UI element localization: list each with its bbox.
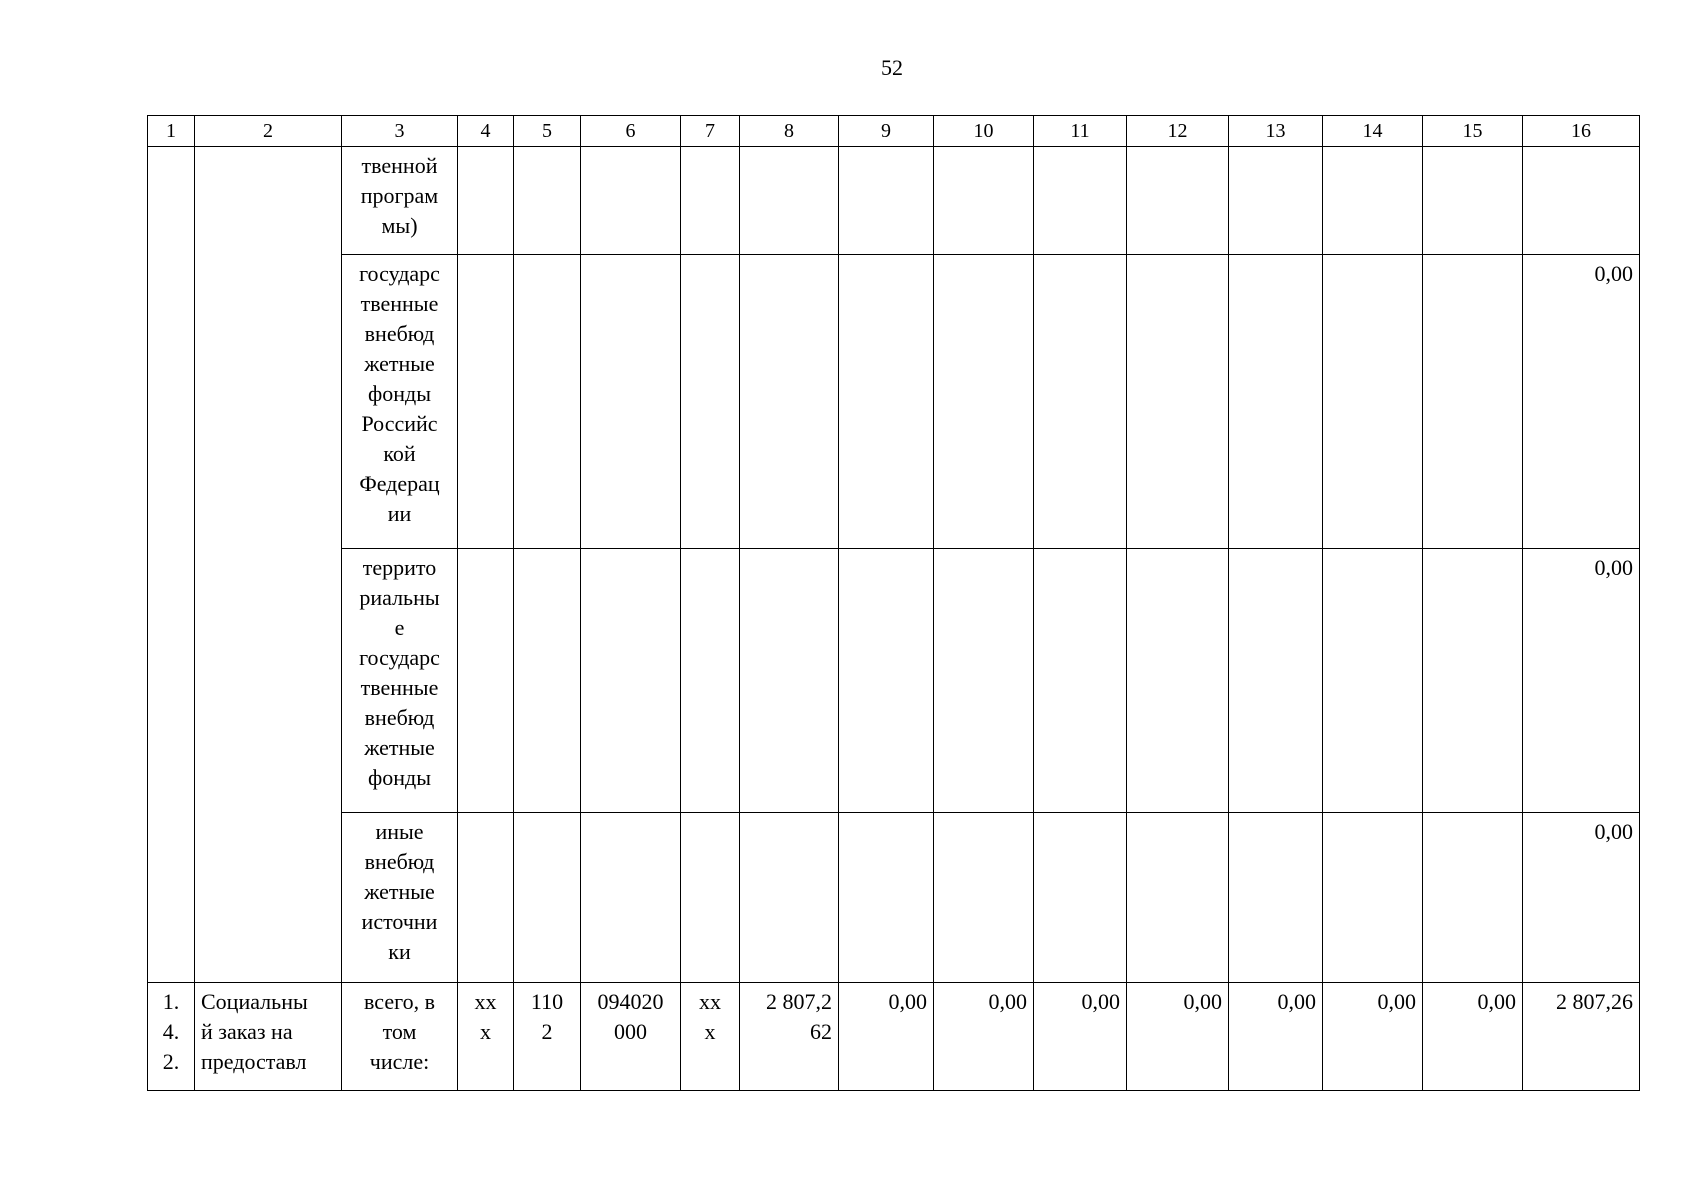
table-cell [458, 147, 514, 255]
table-cell [581, 549, 681, 813]
header-cell-10: 10 [934, 116, 1034, 147]
amount-cell: 0,00 [1423, 983, 1523, 1091]
amount-cell: 0,00 [1127, 983, 1229, 1091]
funding-source-cell [342, 255, 458, 549]
cell-line: твенные [360, 675, 439, 700]
funding-source-cell [342, 549, 458, 813]
table-cell [1423, 147, 1523, 255]
amount-cell: 0,00 [1229, 983, 1323, 1091]
table-cell [581, 255, 681, 549]
header-cell-6: 6 [581, 116, 681, 147]
code-cell [514, 983, 581, 1091]
table-cell [1323, 549, 1423, 813]
cell-line: ии [387, 501, 412, 526]
table-cell [514, 255, 581, 549]
table-cell [581, 813, 681, 983]
table-cell [1323, 813, 1423, 983]
cell-line: всего, в [364, 989, 435, 1014]
table-cell [740, 813, 839, 983]
header-cell-7: 7 [681, 116, 740, 147]
cell-line: Федерац [359, 471, 440, 496]
table-cell [458, 549, 514, 813]
cell-line: 4. [162, 1019, 180, 1044]
cell-line: 1. [162, 989, 180, 1014]
table-cell [1127, 255, 1229, 549]
table-cell [458, 813, 514, 983]
table-cell [514, 549, 581, 813]
table-row [148, 813, 1640, 983]
header-cell-8: 8 [740, 116, 839, 147]
table-cell [1034, 147, 1127, 255]
code-cell [681, 983, 740, 1091]
cell-line: Российс [361, 411, 438, 436]
header-cell-15: 15 [1423, 116, 1523, 147]
cell-line: мы) [381, 213, 418, 238]
table-cell [458, 255, 514, 549]
total-cell: 0,00 [1523, 549, 1640, 813]
table-cell [1229, 549, 1323, 813]
table-cell [1423, 549, 1523, 813]
row-number-cell [148, 983, 195, 1091]
cell-line: е [394, 615, 405, 640]
table-cell [934, 255, 1034, 549]
code-cell [581, 983, 681, 1091]
table-cell [681, 147, 740, 255]
header-cell-12: 12 [1127, 116, 1229, 147]
table-cell [1229, 147, 1323, 255]
table-cell [1423, 255, 1523, 549]
table-row [148, 255, 1640, 549]
cell-line: й заказ на [201, 1019, 293, 1044]
table-cell [1034, 813, 1127, 983]
table-cell [839, 813, 934, 983]
cell-line: предоставл [201, 1049, 307, 1074]
cell-line: хх [699, 989, 721, 1014]
cell-line: жетные [364, 879, 435, 904]
cell-line: х [480, 1019, 491, 1044]
table-cell [1127, 549, 1229, 813]
table-cell [1423, 813, 1523, 983]
table-cell [681, 813, 740, 983]
row-name-cell-merged [195, 147, 342, 983]
table-cell [514, 813, 581, 983]
funding-source-cell [342, 147, 458, 255]
table-cell [514, 147, 581, 255]
cell-line: твенной [361, 153, 438, 178]
cell-line: програм [360, 183, 439, 208]
cell-line: твенные [360, 291, 439, 316]
header-cell-14: 14 [1323, 116, 1423, 147]
amount-cell: 0,00 [839, 983, 934, 1091]
table-cell [1323, 147, 1423, 255]
cell-line: кой [383, 441, 416, 466]
cell-line: жетные [364, 735, 435, 760]
cell-line: 110 [530, 989, 564, 1014]
table-cell [1034, 255, 1127, 549]
table-cell [1229, 255, 1323, 549]
cell-line: х [704, 1019, 716, 1044]
cell-line: риальны [359, 585, 440, 610]
table-cell [581, 147, 681, 255]
table-cell [839, 255, 934, 549]
header-cell-16: 16 [1523, 116, 1640, 147]
table-cell [1323, 255, 1423, 549]
table-row [148, 983, 1640, 1091]
table-cell [1127, 813, 1229, 983]
cell-line: иные [375, 819, 424, 844]
cell-line: 094020 [597, 989, 664, 1014]
table-cell [1229, 813, 1323, 983]
row-name-cell [195, 983, 342, 1091]
table-cell [934, 147, 1034, 255]
header-cell-2: 2 [195, 116, 342, 147]
cell-line: террито [362, 555, 437, 580]
cell-line: источни [361, 909, 438, 934]
table-cell [740, 549, 839, 813]
code-cell [458, 983, 514, 1091]
cell-line: Социальны [201, 989, 308, 1014]
cell-line: фонды [367, 765, 431, 790]
header-cell-3: 3 [342, 116, 458, 147]
table-row [148, 147, 1640, 255]
page-number: 52 [881, 55, 903, 80]
cell-line: 2. [162, 1049, 180, 1074]
cell-line: внебюд [364, 705, 435, 730]
header-cell-5: 5 [514, 116, 581, 147]
table-cell [934, 813, 1034, 983]
cell-line: 62 [810, 1019, 832, 1044]
amount-cell: 0,00 [1034, 983, 1127, 1091]
table-cell [740, 147, 839, 255]
table-cell [839, 147, 934, 255]
cell-line: жетные [364, 351, 435, 376]
funding-source-cell [342, 983, 458, 1091]
table-cell [1127, 147, 1229, 255]
total-cell: 0,00 [1523, 255, 1640, 549]
header-cell-13: 13 [1229, 116, 1323, 147]
cell-line: 2 [541, 1019, 553, 1044]
cell-line: 000 [614, 1019, 647, 1044]
cell-line: внебюд [364, 849, 435, 874]
header-cell-4: 4 [458, 116, 514, 147]
table-cell [740, 255, 839, 549]
budget-table [147, 115, 1640, 1091]
total-cell [1523, 147, 1640, 255]
cell-line: том [382, 1019, 417, 1044]
cell-line: внебюд [364, 321, 435, 346]
cell-line: государс [359, 645, 440, 670]
header-cell-11: 11 [1034, 116, 1127, 147]
cell-line: фонды [367, 381, 431, 406]
column-number-row [148, 116, 1640, 147]
table-cell [681, 549, 740, 813]
cell-line: ки [388, 939, 411, 964]
amount-cell: 0,00 [1323, 983, 1423, 1091]
table-cell [681, 255, 740, 549]
table-cell [934, 549, 1034, 813]
total-cell: 0,00 [1523, 813, 1640, 983]
row-number-cell-merged [148, 147, 195, 983]
total-cell: 2 807,26 [1523, 983, 1640, 1091]
table-row [148, 549, 1640, 813]
amount-cell: 0,00 [934, 983, 1034, 1091]
header-cell-1: 1 [148, 116, 195, 147]
amount-cell [740, 983, 839, 1091]
cell-line: 2 807,2 [766, 989, 832, 1014]
cell-line: хх [474, 989, 497, 1014]
cell-line: числе: [369, 1049, 430, 1074]
header-cell-9: 9 [839, 116, 934, 147]
cell-line: государс [359, 261, 440, 286]
table-cell [1034, 549, 1127, 813]
table-cell [839, 549, 934, 813]
funding-source-cell [342, 813, 458, 983]
